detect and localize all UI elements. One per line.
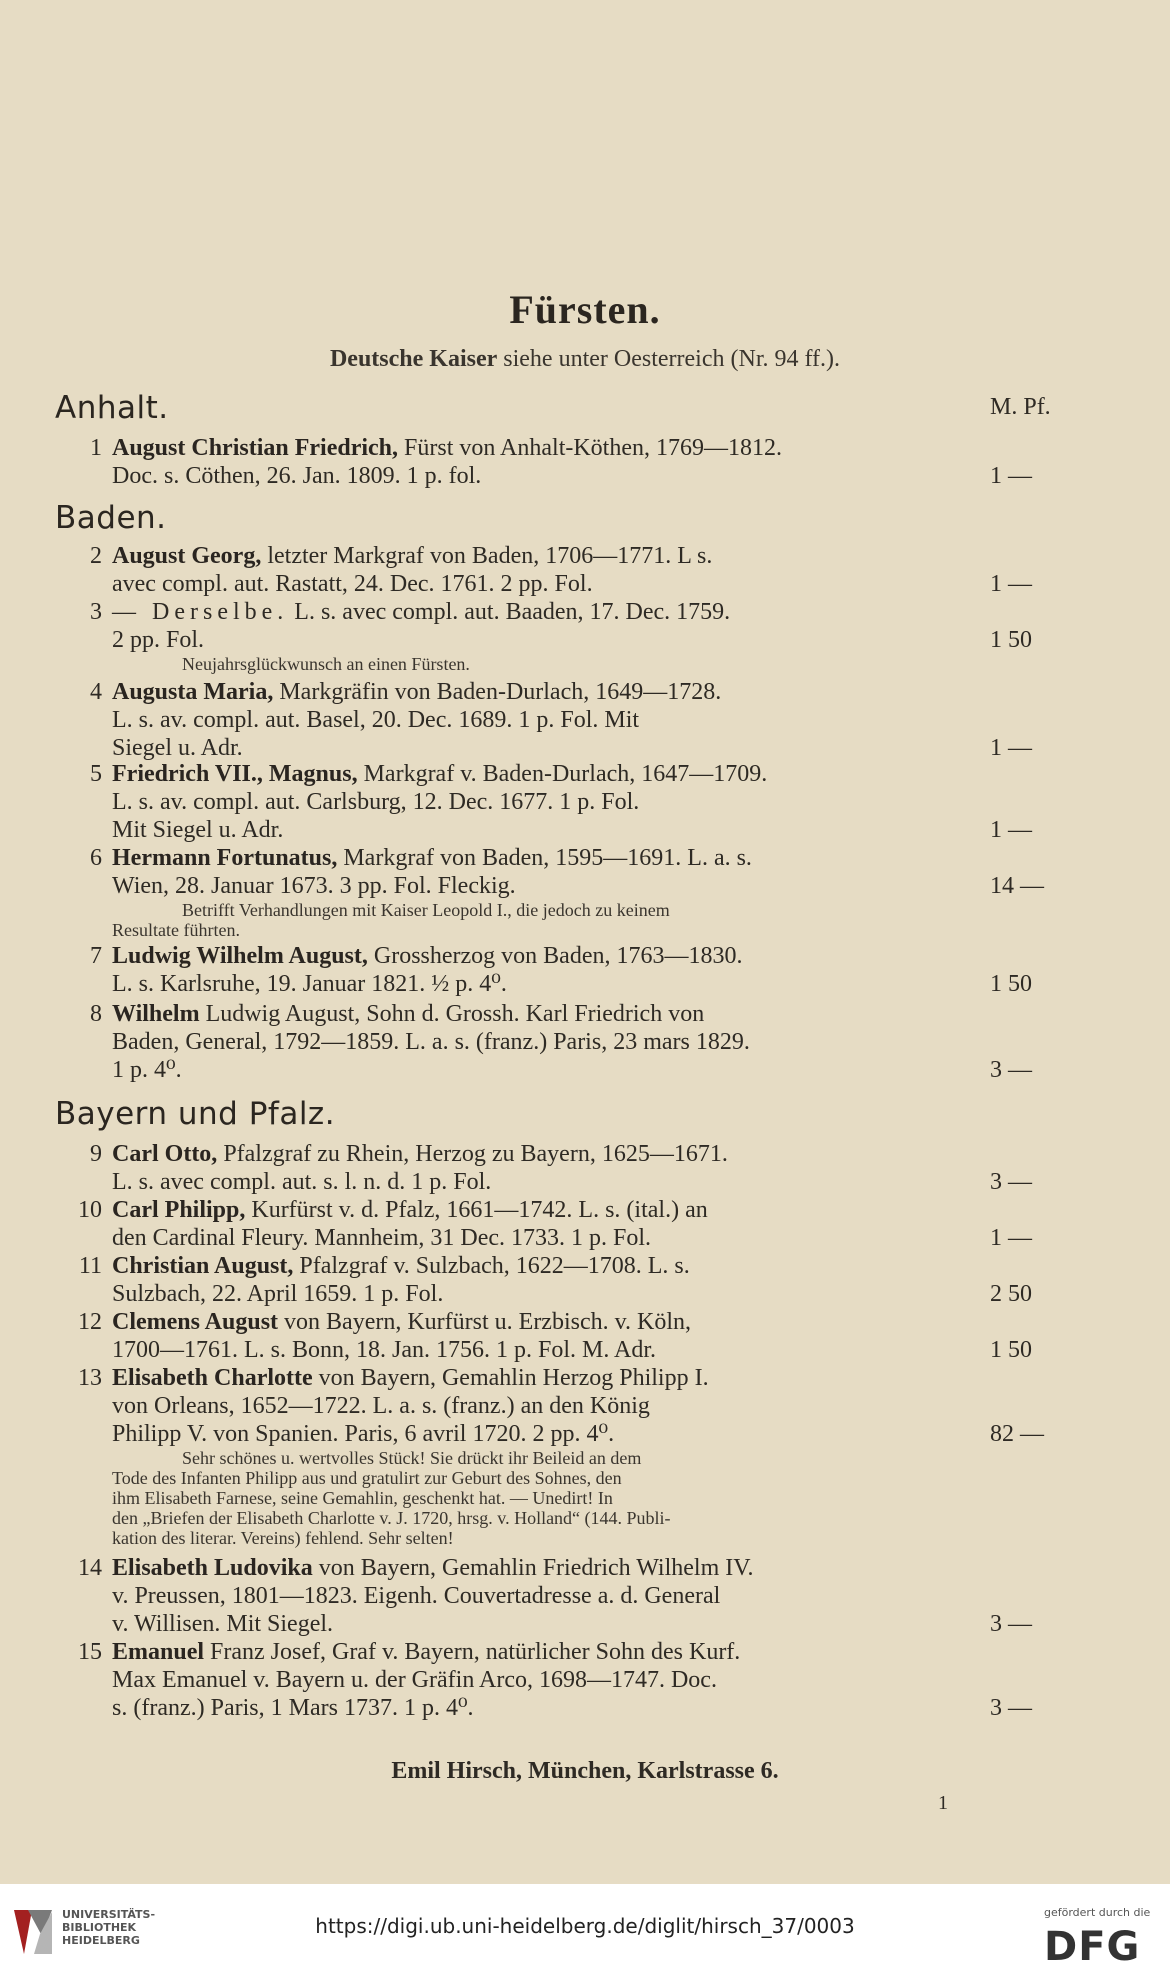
entry-line	[112, 434, 782, 462]
entry-number: 11	[78, 1253, 102, 1279]
entry-line: s. (franz.) Paris, 1 Mars 1737. 1 p. 4⁰.	[112, 1695, 474, 1721]
entry-line	[112, 942, 743, 970]
entry-text: Pfalzgraf v. Sulzbach, 1622—1708. L. s.	[293, 1253, 690, 1279]
entry-name: Carl Otto,	[112, 1141, 218, 1167]
section-heading-anhalt: Anhalt.	[55, 390, 169, 426]
entry-price: 1 —	[990, 571, 1032, 597]
entry-number: 10	[78, 1197, 102, 1223]
entry-name: August Christian Friedrich,	[112, 435, 399, 461]
entry-text: L. s. avec compl. aut. Baaden, 17. Dec. 1759.	[288, 599, 731, 625]
entry-name: Christian August,	[112, 1253, 294, 1279]
entry-line: den Cardinal Fleury. Mannheim, 31 Dec. 1733. 1 p. Fol.	[112, 1225, 652, 1251]
entry-line	[112, 542, 712, 570]
subtitle-rest: siehe unter Oesterreich (Nr. 94 ff.).	[497, 346, 841, 372]
entry-name: Wilhelm	[112, 1001, 200, 1027]
entry-name: Elisabeth Ludovika	[112, 1555, 313, 1581]
entry-name: Augusta Maria,	[112, 679, 274, 705]
entry-line: Doc. s. Cöthen, 26. Jan. 1809. 1 p. fol.	[112, 463, 482, 489]
entry-price: 1 50	[990, 971, 1032, 997]
entry-number: 5	[90, 761, 102, 787]
entry-number: 4	[90, 679, 102, 705]
entry-text: letzter Markgraf von Baden, 1706—1771. L s.	[261, 543, 713, 569]
logo-text-line: UNIVERSITÄTS-	[62, 1908, 156, 1921]
entry-price: 2 50	[990, 1281, 1032, 1307]
entry-price: 1 50	[990, 627, 1032, 653]
entry-line: L. s. Karlsruhe, 19. Januar 1821. ½ p. 4⁰.	[112, 971, 507, 997]
entry-line: Sulzbach, 22. April 1659. 1 p. Fol.	[112, 1281, 444, 1307]
entry-text: Franz Josef, Graf v. Bayern, natürlicher Sohn des Kurf.	[204, 1639, 741, 1665]
entry-number: 1	[90, 435, 102, 461]
entry-price: 1 50	[990, 1337, 1032, 1363]
entry-line: Siegel u. Adr.	[112, 735, 243, 761]
entry-line	[112, 1364, 709, 1392]
entry-line: L. s. avec compl. aut. s. l. n. d. 1 p. Fol.	[112, 1169, 492, 1195]
entry-line: L. s. av. compl. aut. Basel, 20. Dec. 1689. 1 p. Fol. Mit	[112, 707, 640, 733]
entry-line: 2 pp. Fol.	[112, 627, 205, 653]
entry-name: Emanuel	[112, 1639, 205, 1665]
entry-number: 6	[90, 845, 102, 871]
section-heading-baden: Baden.	[55, 500, 167, 536]
entry-text: Pfalzgraf zu Rhein, Herzog zu Bayern, 1625—1671.	[217, 1141, 728, 1167]
entry-line: von Orleans, 1652—1722. L. a. s. (franz.) an den König	[112, 1393, 650, 1419]
entry-line: Max Emanuel v. Bayern u. der Gräfin Arco, 1698—1747. Doc.	[112, 1667, 717, 1693]
entry-text: von Bayern, Gemahlin Herzog Philipp I.	[312, 1365, 709, 1391]
entry-line	[112, 678, 721, 706]
logo-text-line: BIBLIOTHEK	[62, 1921, 137, 1934]
entry-price: 1 —	[990, 1225, 1032, 1251]
entry-text: Fürst von Anhalt-Köthen, 1769—1812.	[398, 435, 783, 461]
entry-price: 3 —	[990, 1057, 1032, 1083]
entry-line: L. s. av. compl. aut. Carlsburg, 12. Dec. 1677. 1 p. Fol.	[112, 789, 640, 815]
entry-text: Markgraf von Baden, 1595—1691. L. a. s.	[337, 845, 752, 871]
entry-text: Grossherzog von Baden, 1763—1830.	[367, 943, 743, 969]
entry-line	[112, 598, 730, 626]
viewer-footer-bar	[0, 1884, 1170, 1978]
entry-line: v. Willisen. Mit Siegel.	[112, 1611, 334, 1637]
entry-line: Wien, 28. Januar 1673. 3 pp. Fol. Fleckig.	[112, 873, 516, 899]
dfg-logo[interactable]: DFG	[1044, 1924, 1141, 1970]
entry-price: 3 —	[990, 1169, 1032, 1195]
entry-number: 15	[78, 1639, 102, 1665]
entry-line	[112, 1554, 753, 1582]
entry-line: Philipp V. von Spanien. Paris, 6 avril 1720. 2 pp. 4⁰.	[112, 1421, 615, 1447]
entry-price: 1 —	[990, 735, 1032, 761]
entry-price: 3 —	[990, 1611, 1032, 1637]
entry-line	[112, 1140, 728, 1168]
page-number: 1	[938, 1792, 948, 1814]
entry-note: Sehr schönes u. wertvolles Stück! Sie drückt ihr Beileid an dem	[182, 1448, 642, 1468]
currency-header: M. Pf.	[990, 394, 1051, 420]
entry-note: Betrifft Verhandlungen mit Kaiser Leopold I., die jedoch zu keinem	[182, 900, 670, 920]
entry-note: Neujahrsglückwunsch an einen Fürsten.	[182, 654, 470, 674]
permalink-url[interactable]: https://digi.ub.uni-heidelberg.de/diglit/hirsch_37/0003	[315, 1914, 855, 1938]
page-title: Fürsten.	[509, 287, 661, 332]
entry-text: von Bayern, Gemahlin Friedrich Wilhelm IV.	[312, 1555, 754, 1581]
entry-name: Ludwig Wilhelm August,	[112, 943, 368, 969]
entry-name: Hermann Fortunatus,	[112, 845, 338, 871]
entry-note: Tode des Infanten Philipp aus und gratulirt zur Geburt des Sohnes, den	[112, 1468, 622, 1488]
entry-line	[112, 760, 767, 788]
entry-line: v. Preussen, 1801—1823. Eigenh. Couvertadresse a. d. General	[112, 1583, 721, 1609]
entry-price: 1 —	[990, 817, 1032, 843]
entry-price: 82 —	[990, 1421, 1044, 1447]
entry-text: Markgraf v. Baden-Durlach, 1647—1709.	[357, 761, 768, 787]
entry-price: 1 —	[990, 463, 1032, 489]
entry-note: ihm Elisabeth Farnese, seine Gemahlin, geschenkt hat. — Unedirt! In	[112, 1488, 613, 1508]
entry-name: August Georg,	[112, 543, 262, 569]
entry-line	[112, 1000, 704, 1028]
entry-note: kation des literar. Vereins) fehlend. Sehr selten!	[112, 1528, 454, 1548]
logo-text-line: HEIDELBERG	[62, 1934, 140, 1947]
entry-line: avec compl. aut. Rastatt, 24. Dec. 1761. 2 pp. Fol.	[112, 571, 593, 597]
entry-name: Clemens August	[112, 1309, 279, 1335]
entry-line	[112, 844, 752, 872]
entry-number: 9	[90, 1141, 102, 1167]
entry-note: den „Briefen der Elisabeth Charlotte v. J. 1720, hrsg. v. Holland“ (144. Publi-	[112, 1508, 671, 1528]
entry-name: Carl Philipp,	[112, 1197, 246, 1223]
entry-number: 14	[78, 1555, 102, 1581]
entry-text: Ludwig August, Sohn d. Grossh. Karl Friedrich von	[199, 1001, 705, 1027]
publisher-footer: Emil Hirsch, München, Karlstrasse 6.	[391, 1758, 779, 1784]
entry-number: 7	[90, 943, 102, 969]
entry-text: von Bayern, Kurfürst u. Erzbisch. v. Köln,	[278, 1309, 692, 1335]
entry-name: — Derselbe.	[112, 599, 289, 625]
entry-line	[112, 1308, 691, 1336]
entry-line	[112, 1638, 740, 1666]
entry-number: 8	[90, 1001, 102, 1027]
entry-line: 1700—1761. L. s. Bonn, 18. Jan. 1756. 1 p. Fol. M. Adr.	[112, 1337, 657, 1363]
entry-text: Markgräfin von Baden-Durlach, 1649—1728.	[273, 679, 722, 705]
page-subtitle	[0, 346, 1170, 373]
entry-name: Elisabeth Charlotte	[112, 1365, 313, 1391]
entry-number: 13	[78, 1365, 102, 1391]
dfg-caption: gefördert durch die	[1044, 1906, 1151, 1919]
entry-text: Kurfürst v. d. Pfalz, 1661—1742. L. s. (ital.) an	[245, 1197, 708, 1223]
entry-line: Mit Siegel u. Adr.	[112, 817, 284, 843]
entry-number: 12	[78, 1309, 102, 1335]
entry-line	[112, 1252, 690, 1280]
subtitle-bold: Deutsche Kaiser	[329, 346, 498, 372]
section-heading-bayern: Bayern und Pfalz.	[55, 1096, 336, 1132]
entry-number: 3	[90, 599, 102, 625]
entry-name: Friedrich VII., Magnus,	[112, 761, 358, 787]
entry-note: Resultate führten.	[112, 920, 240, 940]
entry-price: 3 —	[990, 1695, 1032, 1721]
entry-line: Baden, General, 1792—1859. L. a. s. (franz.) Paris, 23 mars 1829.	[112, 1029, 750, 1055]
entry-number: 2	[90, 543, 102, 569]
entry-line	[112, 1196, 708, 1224]
entry-line: 1 p. 4⁰.	[112, 1057, 182, 1083]
entry-price: 14 —	[990, 873, 1044, 899]
